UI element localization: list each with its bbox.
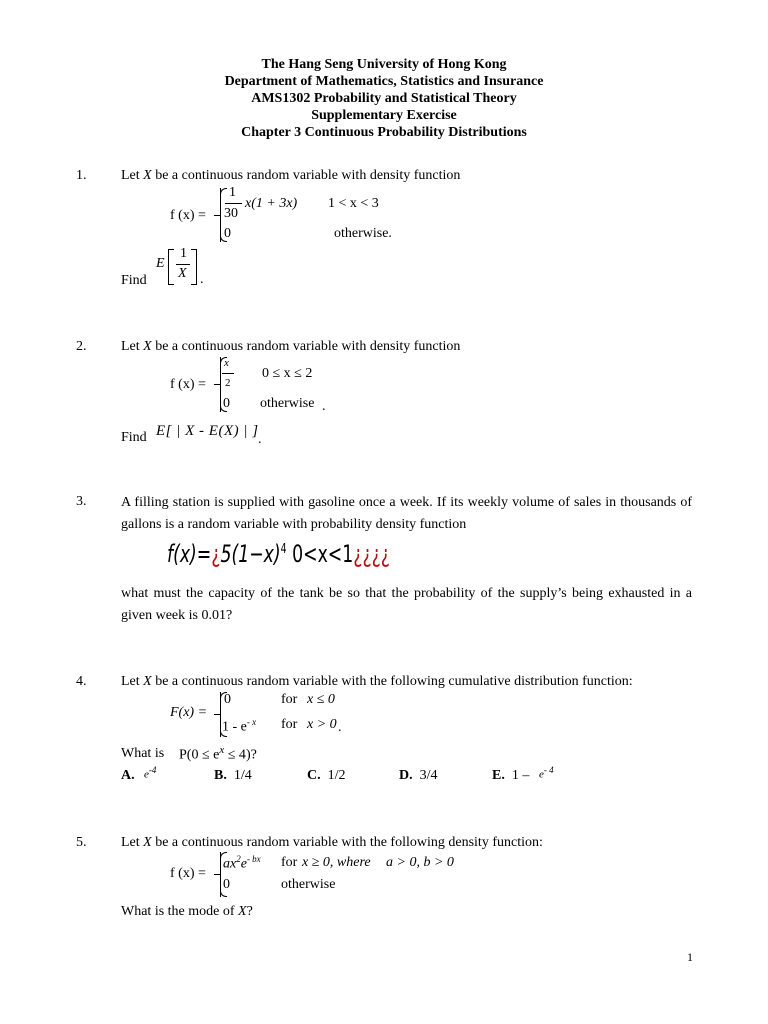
question-intro: Let X be a continuous random variable with density function xyxy=(121,168,461,183)
question-intro: Let X be a continuous random variable with density function xyxy=(121,339,461,354)
question-prompt: What is the mode of X? xyxy=(121,904,253,919)
left-bracket xyxy=(168,249,174,285)
density-formula: $f(x)=¿5(1-x)^4$ 0<x<1¿¿¿¿ xyxy=(167,540,390,568)
probability-expression: $P(0 \le e^x \le 4)$? xyxy=(179,744,257,763)
cdf-row2-value: $1 - e^{- x}$ xyxy=(222,717,257,735)
fraction-bar xyxy=(225,203,242,204)
course-title: AMS1302 Probability and Statistical Theory xyxy=(251,91,517,106)
otherwise-label: otherwise xyxy=(260,396,315,411)
right-bracket xyxy=(191,249,197,285)
fraction-denominator: 30 xyxy=(224,206,238,221)
density-lhs: f (x) = xyxy=(170,866,206,881)
question-text: A filling station is supplied with gasoline once a week. If its weekly volume of sales in thousands of gallons is a random variable with probability density function xyxy=(121,495,692,532)
question-number: 1. xyxy=(76,168,87,183)
fraction-numerator: 1 xyxy=(229,185,236,200)
option-c[interactable]: C. 1/2 xyxy=(307,768,346,783)
cdf-row2-condition: x > 0 xyxy=(307,717,337,732)
inner-denominator: X xyxy=(178,266,187,281)
density-expression: $ax^2e^{- bx}$ xyxy=(223,854,261,872)
density-zero: 0 xyxy=(224,226,231,241)
exercise-title: Supplementary Exercise xyxy=(311,108,457,123)
density-zero: 0 xyxy=(223,396,230,411)
question-intro: Let X be a continuous random variable with the following cumulative distribution function: xyxy=(121,674,633,689)
page-number: 1 xyxy=(687,950,693,964)
option-a[interactable]: A. xyxy=(121,768,135,783)
inner-numerator: 1 xyxy=(180,246,187,261)
density-lhs: f (x) = xyxy=(170,377,206,392)
expectation-symbol: E xyxy=(156,256,165,271)
question-number: 5. xyxy=(76,835,87,850)
density-lhs: f (x) = xyxy=(170,208,206,223)
expectation-expression: E[ | X - E(X) | ] xyxy=(156,423,259,439)
cdf-row1-value: 0 xyxy=(224,692,231,707)
question-number: 2. xyxy=(76,339,87,354)
density-condition: x ≥ 0, where xyxy=(302,855,371,870)
density-condition: 1 < x < 3 xyxy=(328,196,379,211)
density-condition: 0 ≤ x ≤ 2 xyxy=(262,366,313,381)
question-number: 3. xyxy=(76,494,87,509)
department-name: Department of Mathematics, Statistics and Insurance xyxy=(224,74,544,89)
chapter-title: Chapter 3 Continuous Probability Distributions xyxy=(241,125,527,140)
cdf-lhs: F(x) = xyxy=(170,705,208,720)
inner-fraction-bar xyxy=(176,264,190,265)
find-label: Find xyxy=(121,430,147,445)
otherwise-label: otherwise. xyxy=(334,226,392,241)
question-intro: Let X be a continuous random variable with the following density function: xyxy=(121,835,543,850)
question-number: 4. xyxy=(76,674,87,689)
university-name: The Hang Seng University of Hong Kong xyxy=(261,57,507,72)
fraction-denominator: 2 xyxy=(225,377,231,389)
option-e[interactable]: E. 1 – xyxy=(492,768,530,783)
fraction-bar xyxy=(222,373,234,374)
option-d[interactable]: D. 3/4 xyxy=(399,768,438,783)
density-expression: x(1 + 3x) xyxy=(245,196,298,211)
fraction-numerator: x xyxy=(224,357,229,369)
density-zero: 0 xyxy=(223,877,230,892)
parameter-condition: a > 0, b > 0 xyxy=(386,855,454,870)
question-prompt: what must the capacity of the tank be so that the probability of the supply’s being exhausted in a given week is 0.01? xyxy=(121,586,692,623)
option-b[interactable]: B. 1/4 xyxy=(214,768,252,783)
question-prompt: What is xyxy=(121,746,165,761)
find-label: Find xyxy=(121,273,147,288)
otherwise-label: otherwise xyxy=(281,877,336,892)
cdf-row1-condition: x ≤ 0 xyxy=(307,692,335,707)
